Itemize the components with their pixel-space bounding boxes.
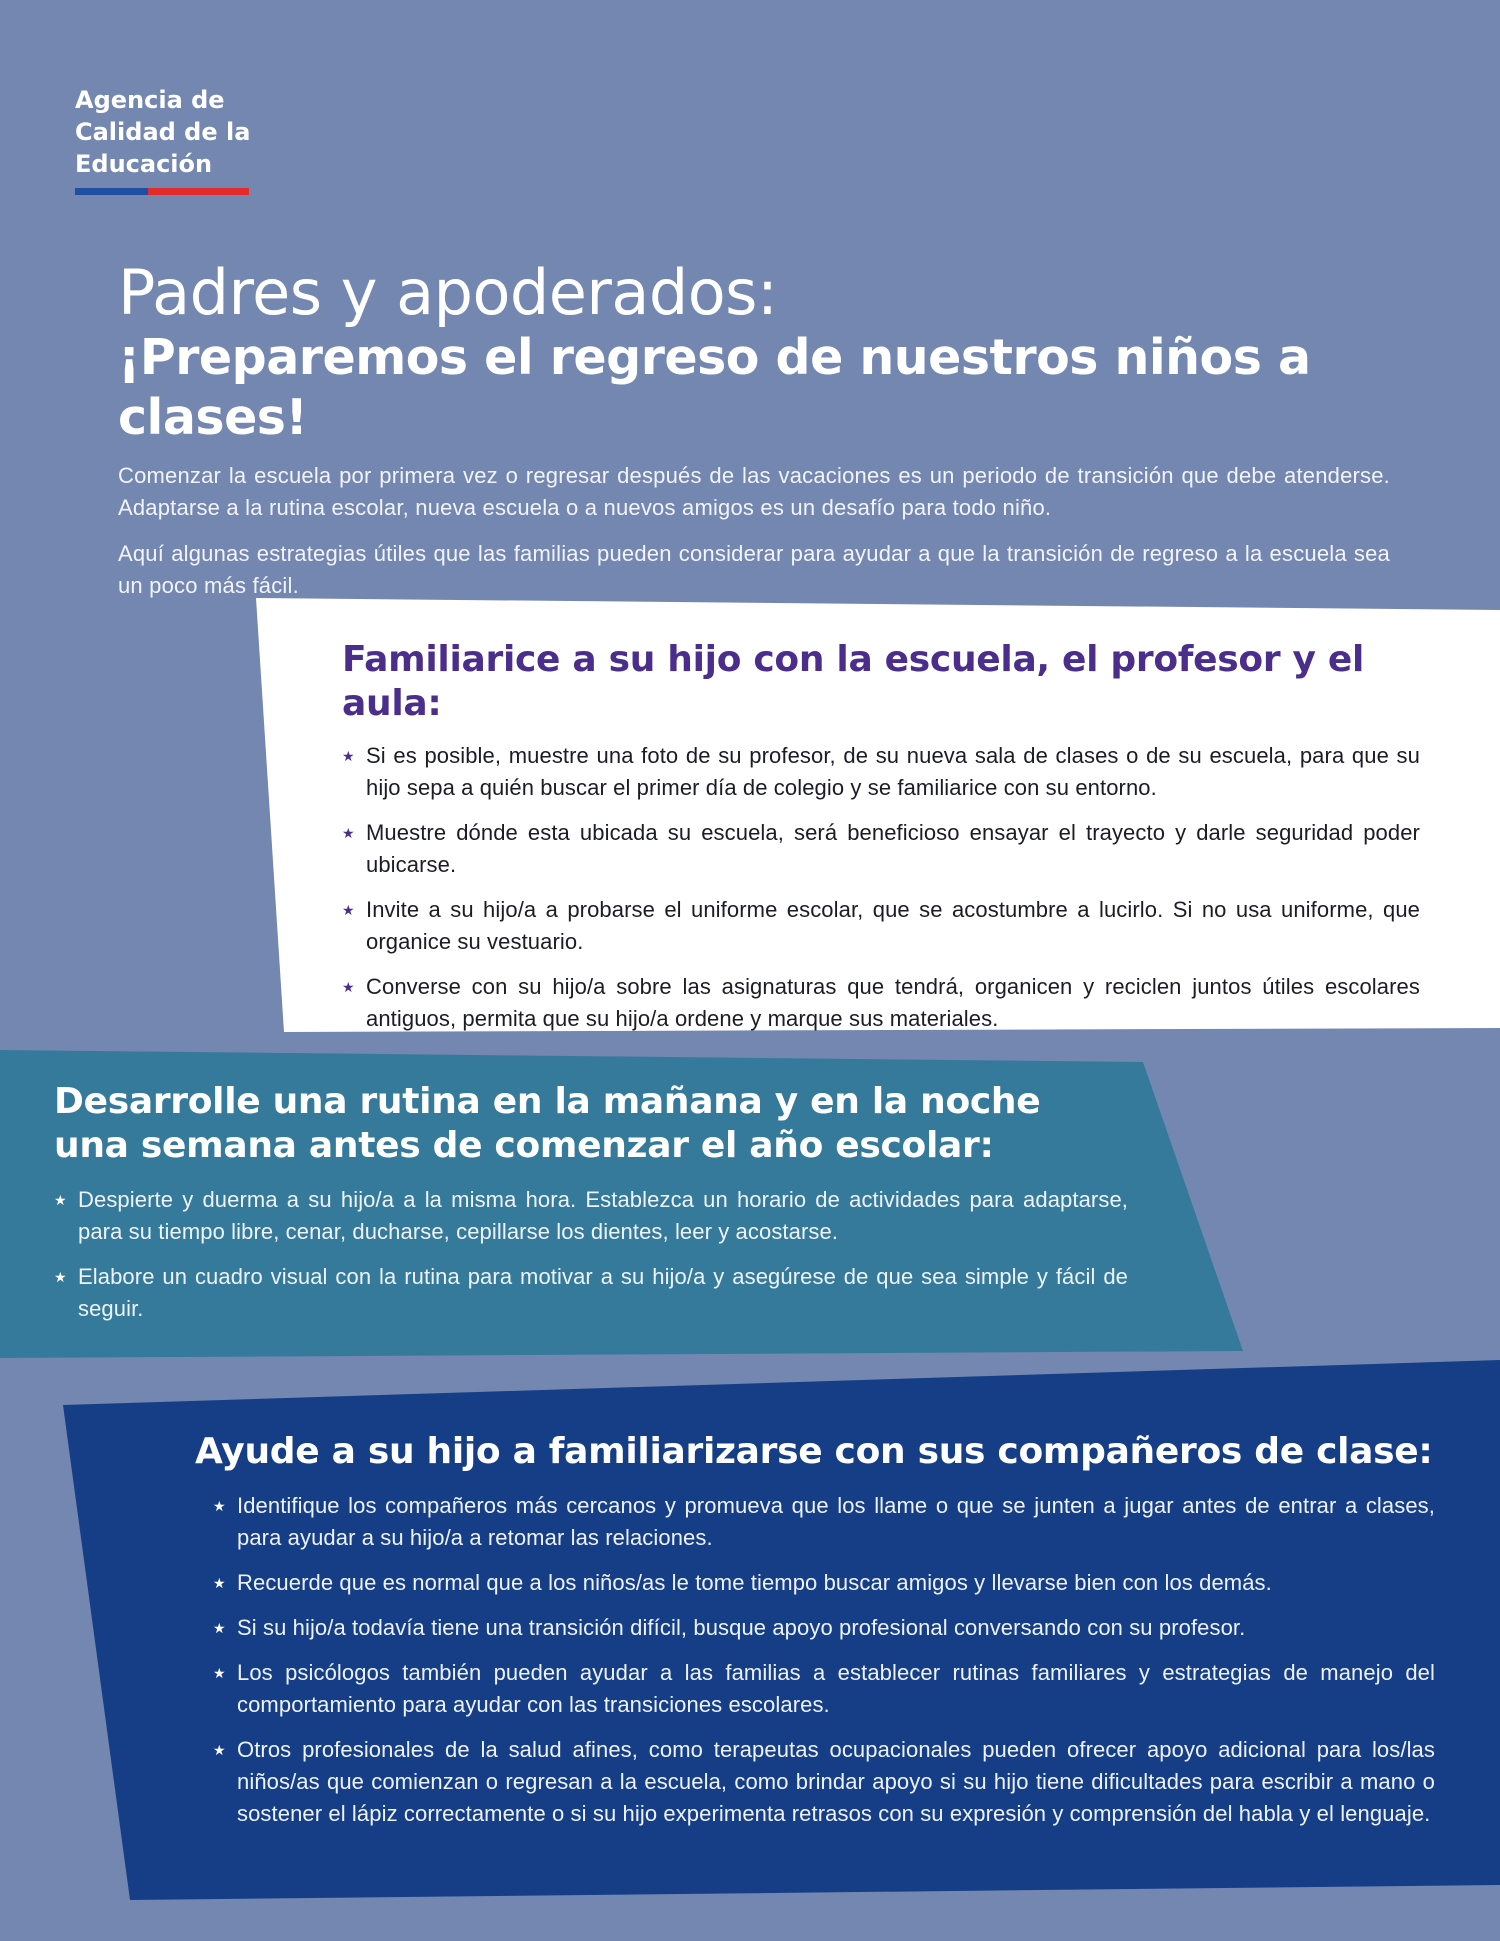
intro-paragraph-1: Comenzar la escuela por primera vez o regresar después de las vacaciones es un periodo de transición que debe atenderse. Adaptarse a la rutina escolar, nueva escuela o a nuevos amigos es un desafío para todo niño. — [118, 463, 1390, 520]
star-bullet-icon: ★ — [213, 1665, 226, 1681]
logo-line-1: Agencia de — [75, 86, 225, 114]
star-bullet-icon: ★ — [54, 1269, 67, 1285]
list-item: ★ Elabore un cuadro visual con la rutina para motivar a su hijo/a y asegúrese de que sea simple y fácil de seguir. — [54, 1261, 1128, 1325]
star-bullet-icon: ★ — [213, 1575, 226, 1591]
star-bullet-icon: ★ — [54, 1192, 67, 1208]
list-item: ★ Identifique los compañeros más cercanos y promueva que los llame o que se junten a jugar antes de entrar a clases, para ayudar a su hijo/a a retomar las relaciones. — [213, 1490, 1435, 1554]
section-2-title-line-2: una semana antes de comenzar el año escolar: — [54, 1125, 994, 1166]
intro-section — [118, 258, 1390, 616]
list-item: ★ Los psicólogos también pueden ayudar a las familias a establecer rutinas familiares y estrategias de manejo del comportamiento para ayudar con las transiciones escolares. — [213, 1657, 1435, 1721]
section-3-title: Ayude a su hijo a familiarizarse con sus compañeros de clase: — [195, 1431, 1433, 1472]
page-title-bold: ¡Preparemos el regreso de nuestros niños a clases! — [118, 329, 1311, 446]
star-bullet-icon: ★ — [213, 1498, 226, 1514]
list-item: ★ Otros profesionales de la salud afines, como terapeutas ocupacionales pueden ofrecer apoyo adicional para los/las niños/as que comienzan o regresan a la escuela, como brindar apoyo si su hijo tiene dificultades para escribir a mano o sostener el lápiz correctamente o si su hijo experimenta retrasos con su expresión y comprensión del habla y el lenguaje. — [213, 1734, 1435, 1830]
section-2-title — [54, 1080, 1128, 1168]
list-item: ★ Despierte y duerma a su hijo/a a la misma hora. Establezca un horario de actividades para adaptarse, para su tiempo libre, cenar, ducharse, cepillarse los dientes, leer y acostarse. — [54, 1184, 1128, 1248]
logo-line-2: Calidad de la — [75, 118, 251, 146]
logo-stripe-blue — [75, 188, 148, 195]
star-bullet-icon: ★ — [342, 902, 355, 918]
star-bullet-icon: ★ — [342, 825, 355, 841]
list-item: ★ Muestre dónde esta ubicada su escuela, será beneficioso ensayar el trayecto y darle seguridad poder ubicarse. — [342, 817, 1420, 881]
section-2-list — [54, 1184, 1128, 1325]
agency-logo — [75, 84, 255, 195]
logo-stripe — [75, 188, 249, 195]
list-item: ★ Si es posible, muestre una foto de su profesor, de su nueva sala de clases o de su escuela, para que su hijo sepa a quién buscar el primer día de colegio y se familiarice con su entorno. — [342, 740, 1420, 804]
list-item: ★ Converse con su hijo/a sobre las asignaturas que tendrá, organicen y reciclen juntos útiles escolares antiguos, permita que su hijo/a ordene y marque sus materiales. — [342, 971, 1420, 1035]
page-title-light: Padres y apoderados: — [118, 256, 778, 329]
star-bullet-icon: ★ — [213, 1742, 226, 1758]
list-item: ★ Si su hijo/a todavía tiene una transición difícil, busque apoyo profesional conversando con su profesor. — [213, 1612, 1435, 1644]
section-familiarize-school — [0, 596, 1500, 1032]
section-routine — [0, 1048, 1250, 1360]
logo-line-3: Educación — [75, 150, 213, 178]
logo-stripe-red — [148, 188, 249, 195]
star-bullet-icon: ★ — [342, 748, 355, 764]
section-3-list — [195, 1490, 1435, 1830]
star-bullet-icon: ★ — [342, 979, 355, 995]
section-classmates — [0, 1360, 1500, 1900]
list-item: ★ Recuerde que es normal que a los niños/as le tome tiempo buscar amigos y llevarse bien con los demás. — [213, 1567, 1435, 1599]
list-item: ★ Invite a su hijo/a a probarse el uniforme escolar, que se acostumbre a lucirlo. Si no usa uniforme, que organice su vestuario. — [342, 894, 1420, 958]
section-1-list — [342, 740, 1420, 1035]
section-2-title-line-1: Desarrolle una rutina en la mañana y en la noche — [54, 1081, 1041, 1122]
intro-paragraph-2: Aquí algunas estrategias útiles que las familias pueden considerar para ayudar a que la transición de regreso a la escuela sea un poco más fácil. — [118, 541, 1390, 598]
star-bullet-icon: ★ — [213, 1620, 226, 1636]
section-1-title: Familiarice a su hijo con la escuela, el profesor y el aula: — [342, 639, 1365, 724]
